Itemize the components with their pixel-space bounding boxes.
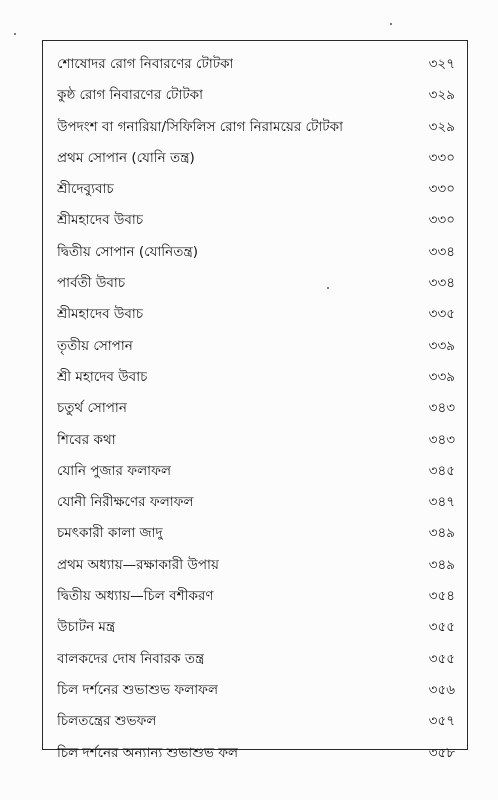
toc-entry	[43, 706, 467, 737]
toc-entry-title: শ্রীদেব্যুবাচ	[57, 181, 114, 198]
toc-entry-page-number: ৩৩৯	[428, 337, 455, 354]
toc-entry-title: উপদংশ বা গনারিয়া/সিফিলিস রোগ নিরাময়ের টোটকা	[57, 118, 344, 135]
paper-speck	[390, 23, 392, 25]
toc-entry-title: যোনি পুজার ফলাফল	[57, 462, 172, 479]
toc-entry-title: চমৎকারী কালা জাদু	[57, 525, 163, 542]
toc-entry-title: তৃতীয় সোপান	[57, 337, 133, 354]
toc-entry-title: চিল দর্শনের অন্যান্য শুভাশুভ ফল	[57, 744, 239, 761]
toc-entry-title: দ্বিতীয় অধ্যায়—চিল বশীকরণ	[57, 588, 214, 605]
toc-entry-title: শ্রী মহাদেব উবাচ	[57, 368, 148, 385]
toc-entry	[43, 393, 467, 424]
toc-entry	[43, 675, 467, 706]
toc-entry-page-number: ৩৩০	[428, 212, 455, 229]
toc-entry	[43, 174, 467, 205]
toc-entry-title: চিলতন্ত্রের শুভফল	[57, 713, 157, 730]
table-of-contents-list	[43, 49, 467, 769]
toc-entry	[43, 80, 467, 111]
toc-entry-page-number: ৩৩০	[428, 149, 455, 166]
toc-entry-page-number: ৩৩৪	[428, 243, 455, 260]
toc-entry	[43, 331, 467, 362]
toc-entry-title: দ্বিতীয় সোপান (যোনিতন্ত্র)	[57, 243, 198, 260]
toc-entry-title: চিল দর্শনের শুভাশুভ ফলাফল	[57, 681, 219, 698]
toc-entry-page-number: ৩৩৯	[428, 368, 455, 385]
toc-entry	[43, 425, 467, 456]
toc-entry	[43, 205, 467, 236]
toc-entry-page-number: ৩৫৬	[428, 681, 455, 698]
toc-entry-page-number: ৩২৯	[428, 118, 455, 135]
toc-entry-title: শ্রীমহাদেব উবাচ	[57, 306, 144, 323]
toc-entry-page-number: ৩৪৩	[428, 431, 455, 448]
toc-entry-page-number: ৩৫৫	[428, 650, 455, 667]
toc-entry-page-number: ৩৫৫	[428, 619, 455, 636]
toc-entry	[43, 143, 467, 174]
toc-entry	[43, 550, 467, 581]
toc-entry-title: শ্রীমহাদেব উবাচ	[57, 212, 144, 229]
toc-entry-page-number: ৩২৭	[428, 56, 455, 72]
toc-entry	[43, 49, 467, 80]
toc-entry-title: বালকদের দোষ নিবারক তন্ত্র	[57, 650, 205, 667]
toc-entry	[43, 581, 467, 612]
toc-entry-page-number: ৩৩৪	[428, 275, 455, 292]
toc-entry	[43, 456, 467, 487]
toc-entry	[43, 362, 467, 393]
table-of-contents-box	[42, 40, 468, 761]
toc-entry-title: শোষোদর রোগ নিবারণের টোটকা	[57, 56, 234, 72]
toc-entry-title: যোনী নিরীক্ষণের ফলাফল	[57, 494, 194, 511]
toc-entry-title: শিবের কথা	[57, 431, 116, 448]
toc-entry-page-number: ৩৪৫	[428, 462, 455, 479]
toc-entry	[43, 237, 467, 268]
toc-entry-page-number: ৩২৯	[428, 87, 455, 104]
toc-entry	[43, 612, 467, 643]
toc-entry-page-number: ৩৩৫	[428, 306, 455, 323]
toc-entry-page-number: ৩৪৭	[428, 494, 455, 511]
toc-entry-title: পার্বতী উবাচ	[57, 275, 126, 292]
toc-entry-page-number: ৩৫৪	[428, 588, 455, 605]
toc-entry	[43, 487, 467, 518]
toc-entry-page-number: ৩৪৯	[428, 556, 455, 573]
toc-entry-page-number: ৩৫৭	[428, 713, 455, 730]
toc-entry	[43, 644, 467, 675]
toc-entry-title: প্রথম অধ্যায়—রক্ষাকারী উপায়	[57, 556, 219, 573]
toc-entry	[43, 268, 467, 299]
toc-entry-page-number: ৩৩০	[428, 181, 455, 198]
toc-entry	[43, 738, 467, 769]
paper-speck	[14, 33, 16, 35]
toc-entry	[43, 518, 467, 549]
toc-entry-title: প্রথম সোপান (যোনি তন্ত্র)	[57, 149, 195, 166]
toc-entry-title: চতুর্থ সোপান	[57, 400, 127, 417]
toc-entry-title: উচাটন মন্ত্র	[57, 619, 116, 636]
toc-entry-page-number: ৩৫৮	[428, 744, 455, 761]
toc-entry-page-number: ৩৪৩	[428, 400, 455, 417]
toc-entry	[43, 112, 467, 143]
toc-entry	[43, 299, 467, 330]
toc-entry-page-number: ৩৪৯	[428, 525, 455, 542]
toc-entry-title: কুষ্ঠ রোগ নিবারণের টোটকা	[57, 87, 204, 104]
